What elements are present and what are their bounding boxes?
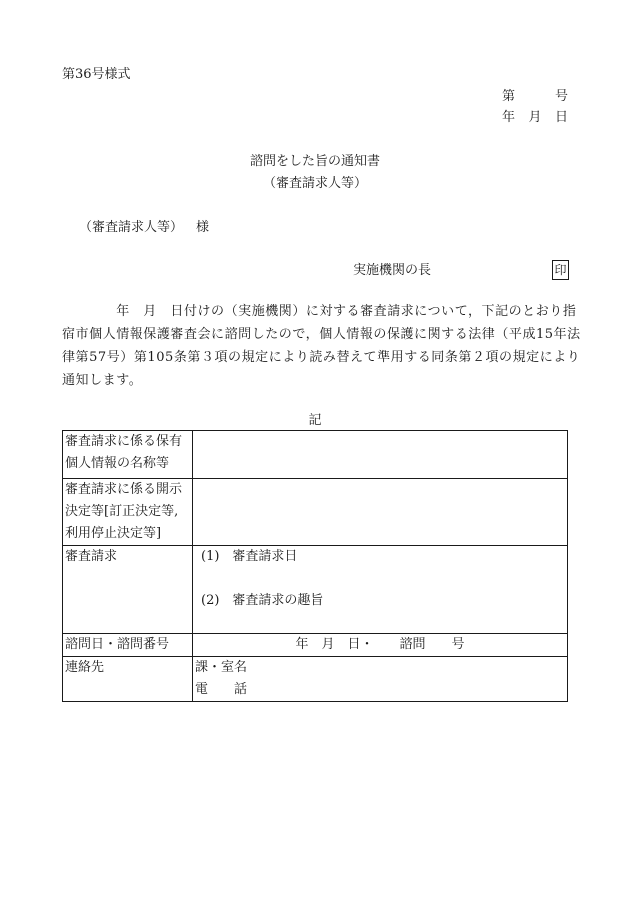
table-row [63, 479, 568, 546]
value-cell [193, 431, 568, 479]
request-purpose-item: (2) 審査請求の趣旨 [201, 593, 324, 608]
addressee-name: （審査請求人等） [79, 220, 184, 235]
value-cell [193, 546, 568, 634]
label-cell [63, 431, 193, 479]
table-row [63, 546, 568, 634]
document-title: 諮問をした旨の通知書 [249, 154, 380, 169]
label-cell [63, 546, 193, 634]
label-line: 審査請求に係る開示 [65, 482, 183, 497]
ref-suffix: 号 [554, 89, 568, 104]
date-day: 日 [554, 110, 568, 125]
date-month: 月 [528, 110, 542, 125]
body-line: 年 月 日付けの（実施機関）に対する審査請求について，下記のとおり指 [62, 304, 577, 319]
value-cell [193, 479, 568, 546]
label-line: 個人情報の名称等 [65, 456, 170, 471]
table-row [63, 657, 568, 702]
document-subtitle: （審査請求人等） [262, 176, 367, 191]
issue-date [502, 109, 568, 127]
notice-body [62, 300, 581, 392]
issuer-name: 実施機関の長 [353, 263, 432, 278]
ki-heading: 記 [308, 413, 322, 428]
details-table [62, 430, 568, 702]
table-row [63, 634, 568, 657]
date-year: 年 [502, 110, 516, 125]
label-line: 決定等[訂正決定等, [65, 504, 179, 519]
label-line: 連絡先 [65, 660, 105, 675]
label-line: 審査請求 [65, 549, 118, 564]
seal-box: 印 [552, 260, 569, 280]
contact-phone: 電 話 [195, 682, 248, 697]
request-date-item: (1) 審査請求日 [201, 549, 298, 564]
value-cell [193, 657, 568, 702]
table-row [63, 431, 568, 479]
label-line: 諮問日・諮問番号 [65, 637, 170, 652]
body-line: 通知します。 [62, 373, 143, 388]
label-cell [63, 657, 193, 702]
label-cell [63, 634, 193, 657]
form-number: 第36号様式 [62, 67, 131, 82]
reference-number [502, 88, 568, 106]
label-line: 利用停止決定等] [65, 526, 162, 541]
label-cell [63, 479, 193, 546]
body-line: 宿市個人情報保護審査会に諮問したので，個人情報の保護に関する法律（平成15年法 [62, 327, 581, 342]
addressee-honorific: 様 [196, 220, 210, 235]
inquiry-date-number: 年 月 日・ 諮問 号 [295, 637, 465, 652]
ref-prefix: 第 [502, 89, 516, 104]
value-cell [193, 634, 568, 657]
body-line: 律第57号）第105条第３項の規定により読み替えて準用する同条第２項の規定により [62, 350, 581, 365]
contact-section: 課・室名 [195, 660, 248, 675]
label-line: 審査請求に係る保有 [65, 434, 183, 449]
